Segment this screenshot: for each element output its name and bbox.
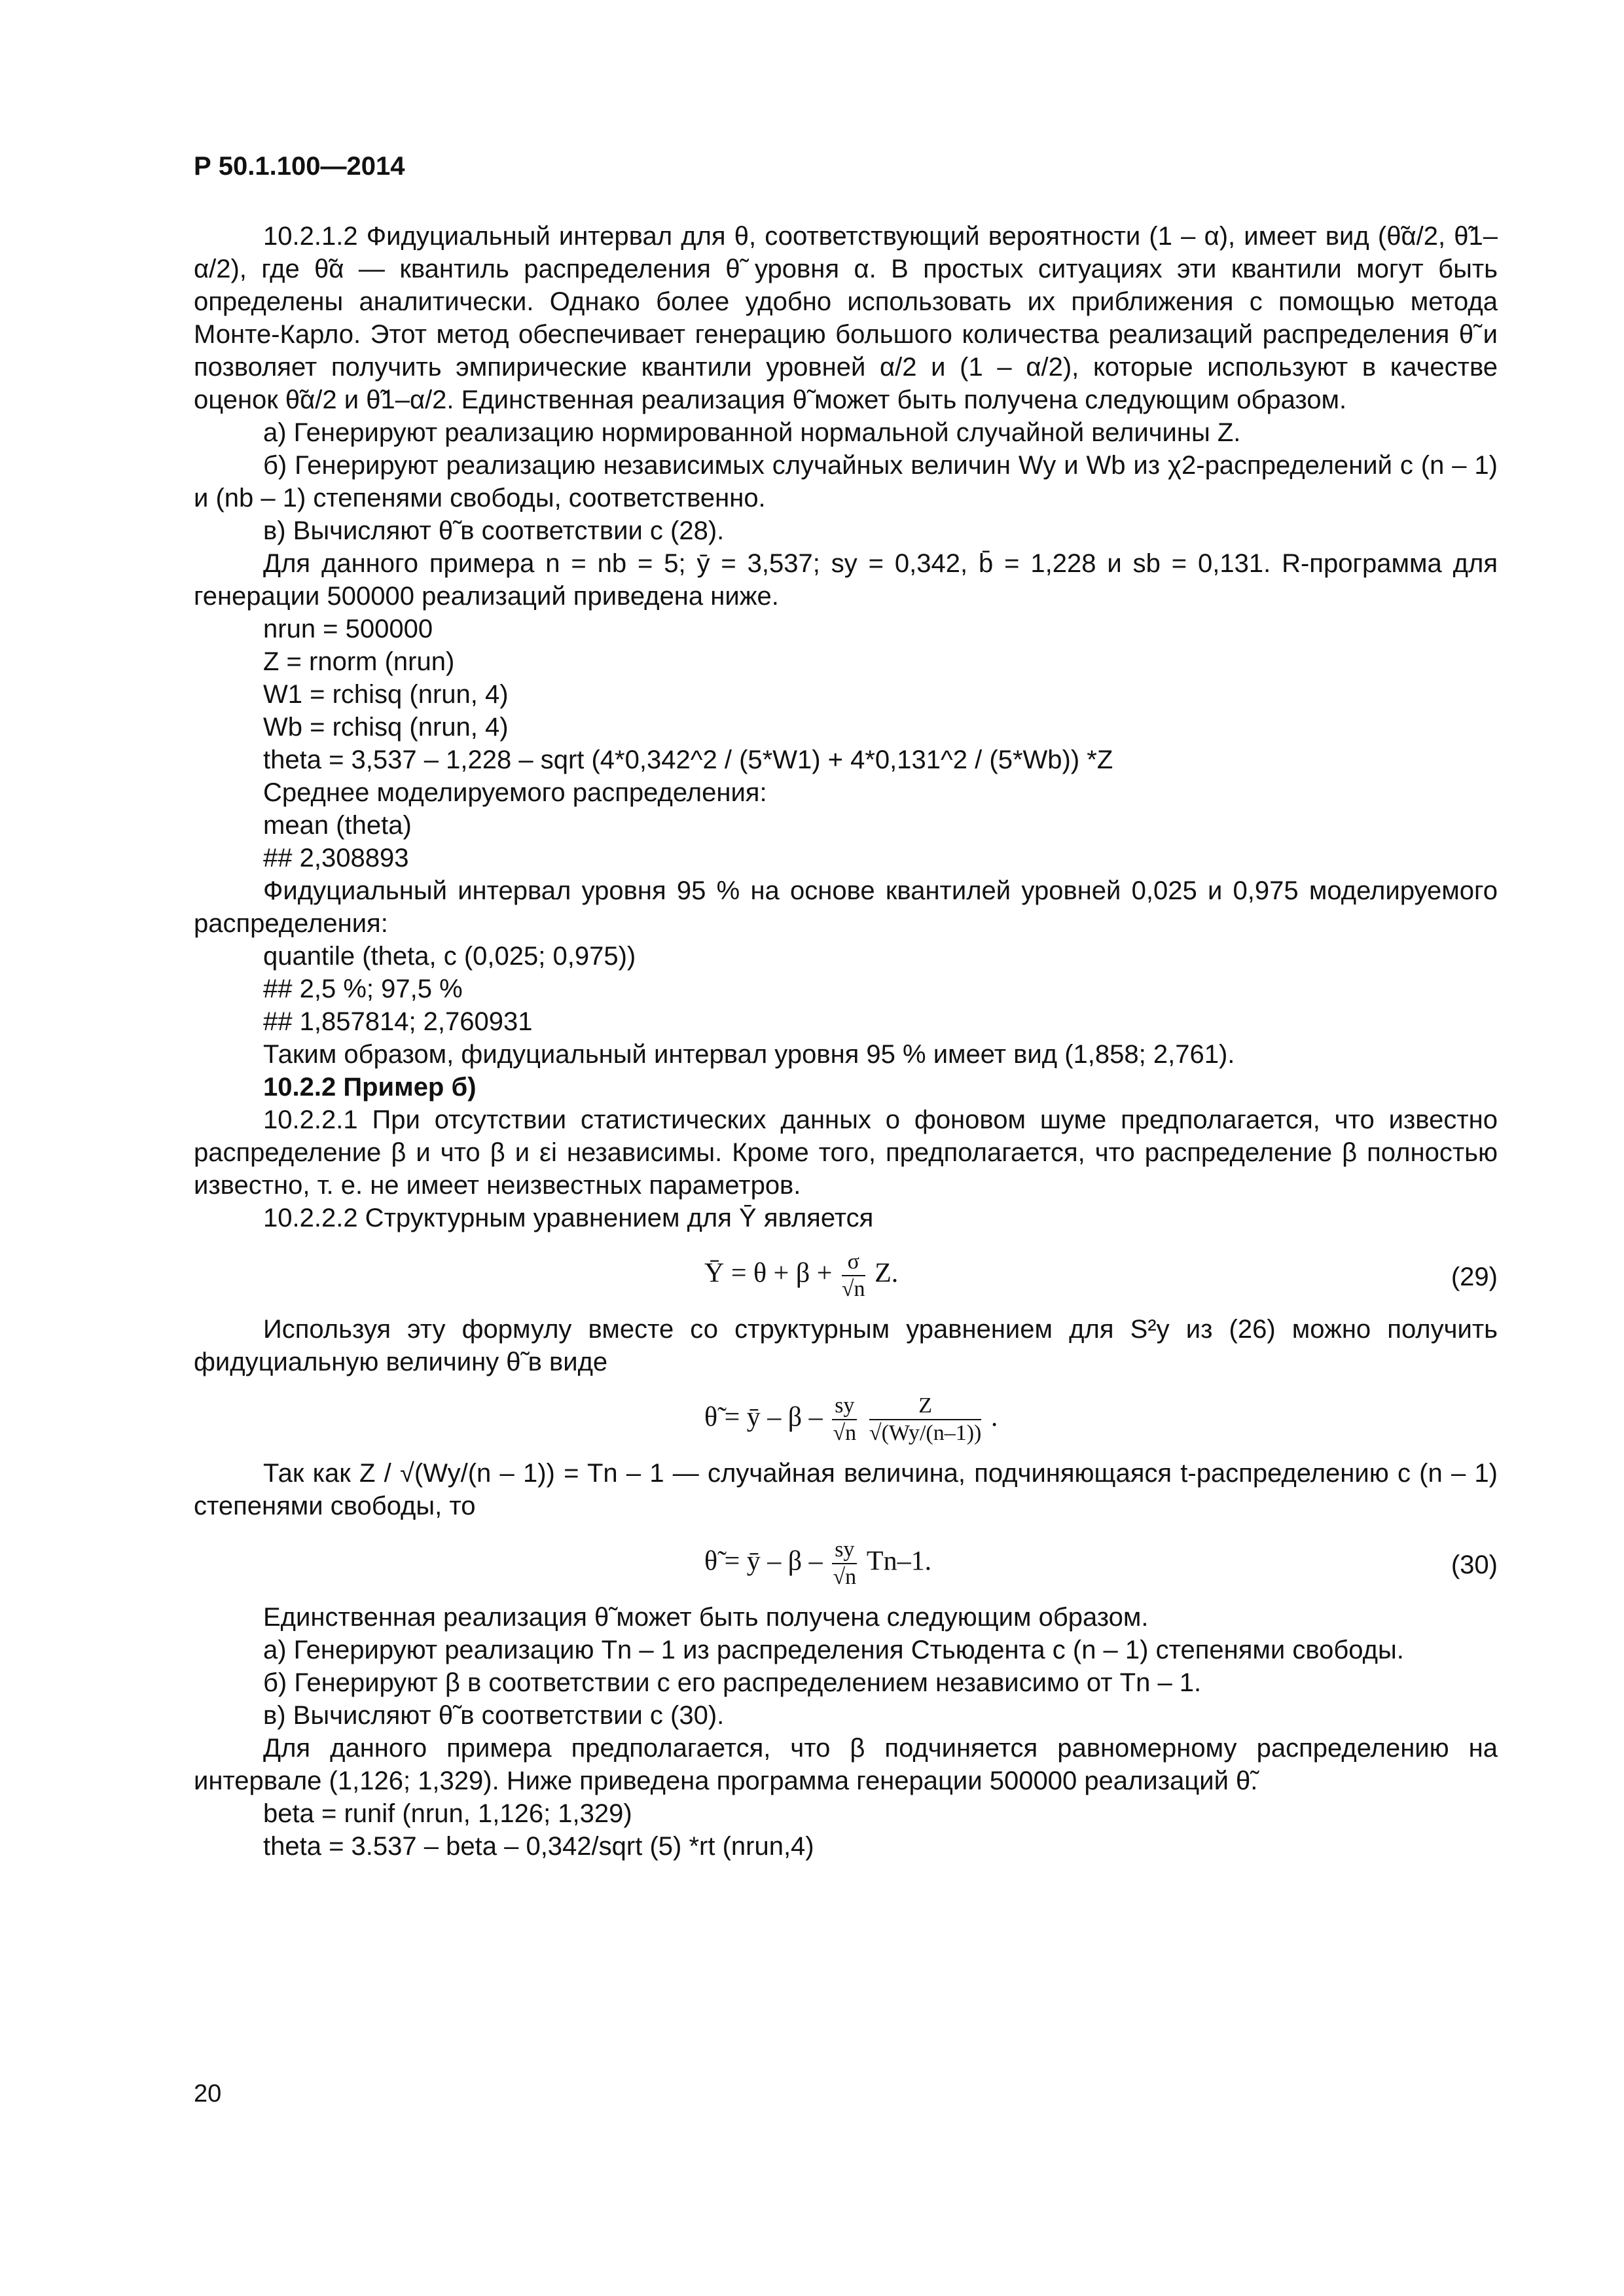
formula-fiducial bbox=[194, 1378, 1498, 1457]
code-line: beta = runif (nrun, 1,126; 1,329) bbox=[263, 1799, 632, 1828]
fiducial-interval-note: Фидуциальный интервал уровня 95 % на основе квантилей уровней 0,025 и 0,975 моделируемого распределения: bbox=[194, 876, 1498, 938]
formula-29-expression: Ȳ = θ + β + $\frac{\sigma}{√n}$ Z. bbox=[704, 1249, 899, 1301]
code-line: Среднее моделируемого распределения: bbox=[263, 778, 767, 807]
t-distribution-paragraph: Так как Z / √(Wy/(n – 1)) = Tn – 1 — случайная величина, подчиняющаяся t-распределению с (n – 1) степенями свободы, то bbox=[194, 1459, 1498, 1520]
step-c: в) Вычисляют θ̃ в соответствии с (30). bbox=[263, 1701, 725, 1730]
code-line: Z = rnorm (nrun) bbox=[263, 647, 455, 676]
code-line: ## 1,857814; 2,760931 bbox=[263, 1007, 533, 1036]
fraction: $\frac{sy}{√n}$ bbox=[833, 1537, 857, 1589]
section-heading: 10.2.2 Пример б) bbox=[263, 1073, 477, 1102]
step-a: а) Генерируют реализацию Tn – 1 из распределения Стьюдента с (n – 1) степенями свободы. bbox=[263, 1636, 1404, 1664]
code-line: quantile (theta, c (0,025; 0,975)) bbox=[263, 942, 636, 971]
step-b: б) Генерируют реализацию независимых случайных величин Wy и Wb из χ2-распределений с (n – 1) и (nb – 1) степенями свободы, соответственно. bbox=[194, 451, 1498, 512]
paragraph-10-2-1-2: 10.2.1.2 Фидуциальный интервал для θ, соответствующий вероятности (1 – α), имеет вид (θ̃α/2, θ̃1–α/2), где θ̃α — квантиль распределения θ̃ уровня α. В простых ситуациях эти квантили могут быть определены аналитически. Однако более удобно использовать их приближения с помощью метода Монте-Карло. Этот метод обеспечивает генерацию большого количества реализаций распределения θ̃ и позволяет получить эмпирические квантили уровней α/2 и (1 – α/2), которые используют в качестве оценок θ̃α/2 и θ̃1–α/2. Единственная реализация θ̃ может быть получена следующим образом. bbox=[194, 222, 1498, 414]
code-line: theta = 3.537 – beta – 0,342/sqrt (5) *rt (nrun,4) bbox=[263, 1832, 814, 1861]
code-line: ## 2,5 %; 97,5 % bbox=[263, 975, 463, 1003]
example-parameters: Для данного примера n = nb = 5; ȳ = 3,537; sy = 0,342, b̄ = 1,228 и sb = 0,131. R-программа для генерации 500000 реализаций приведена ниже. bbox=[194, 549, 1498, 611]
fraction: $\frac{sy}{√n}$ bbox=[833, 1393, 857, 1445]
formula-30 bbox=[194, 1522, 1498, 1601]
formula-fiducial-expression: θ̃ = ȳ – β – $\frac{sy}{√n}$ $\frac{Z}{√(Wy/(n-1))}$ . bbox=[704, 1393, 998, 1445]
formula-30-expression: θ̃ = ȳ – β – $\frac{sy}{√n}$ Tn–1. bbox=[704, 1537, 932, 1589]
paragraph-10-2-2-2: 10.2.2.2 Структурным уравнением для Ȳ является bbox=[263, 1204, 874, 1232]
code-line: theta = 3,537 – 1,228 – sqrt (4*0,342^2 / (5*W1) + 4*0,131^2 / (5*Wb)) *Z bbox=[263, 745, 1113, 774]
derivation-paragraph: Используя эту формулу вместе со структурным уравнением для S²y из (26) можно получить фидуциальную величину θ̃ в виде bbox=[194, 1315, 1498, 1376]
paragraph-10-2-2-1: 10.2.2.1 При отсутствии статистических данных о фоновом шуме предполагается, что известно распределение β и что β и εi независимы. Кроме того, предполагается, что распределение β полностью известно, т. е. не имеет неизвестных параметров. bbox=[194, 1105, 1498, 1200]
code-line: ## 2,308893 bbox=[263, 844, 409, 872]
document-designation: Р 50.1.100—2014 bbox=[194, 152, 405, 181]
realization-intro: Единственная реализация θ̃ может быть получена следующим образом. bbox=[263, 1603, 1149, 1632]
fraction: $\frac{Z}{√(Wy/(n-1))}$ bbox=[869, 1393, 982, 1445]
code-line: nrun = 500000 bbox=[263, 615, 433, 643]
code-line: W1 = rchisq (nrun, 4) bbox=[263, 680, 509, 709]
code-line: mean (theta) bbox=[263, 811, 412, 840]
step-b: б) Генерируют β в соответствии с его распределением независимо от Tn – 1. bbox=[263, 1668, 1202, 1697]
page-body bbox=[194, 220, 1498, 1863]
code-line: Wb = rchisq (nrun, 4) bbox=[263, 713, 509, 742]
formula-29 bbox=[194, 1234, 1498, 1313]
fraction: $\frac{\sigma}{√n}$ bbox=[841, 1249, 865, 1301]
equation-number: (30) bbox=[1451, 1551, 1498, 1579]
uniform-distribution-paragraph: Для данного примера предполагается, что β подчиняется равномерному распределению на интервале (1,126; 1,329). Ниже приведена программа генерации 500000 реализаций θ̃. bbox=[194, 1734, 1498, 1795]
step-a: а) Генерируют реализацию нормированной нормальной случайной величины Z. bbox=[263, 418, 1241, 447]
step-c: в) Вычисляют θ̃ в соответствии с (28). bbox=[263, 516, 725, 545]
equation-number: (29) bbox=[1451, 1263, 1498, 1291]
page-number: 20 bbox=[194, 2080, 222, 2108]
conclusion-line: Таким образом, фидуциальный интервал уровня 95 % имеет вид (1,858; 2,761). bbox=[263, 1040, 1235, 1069]
